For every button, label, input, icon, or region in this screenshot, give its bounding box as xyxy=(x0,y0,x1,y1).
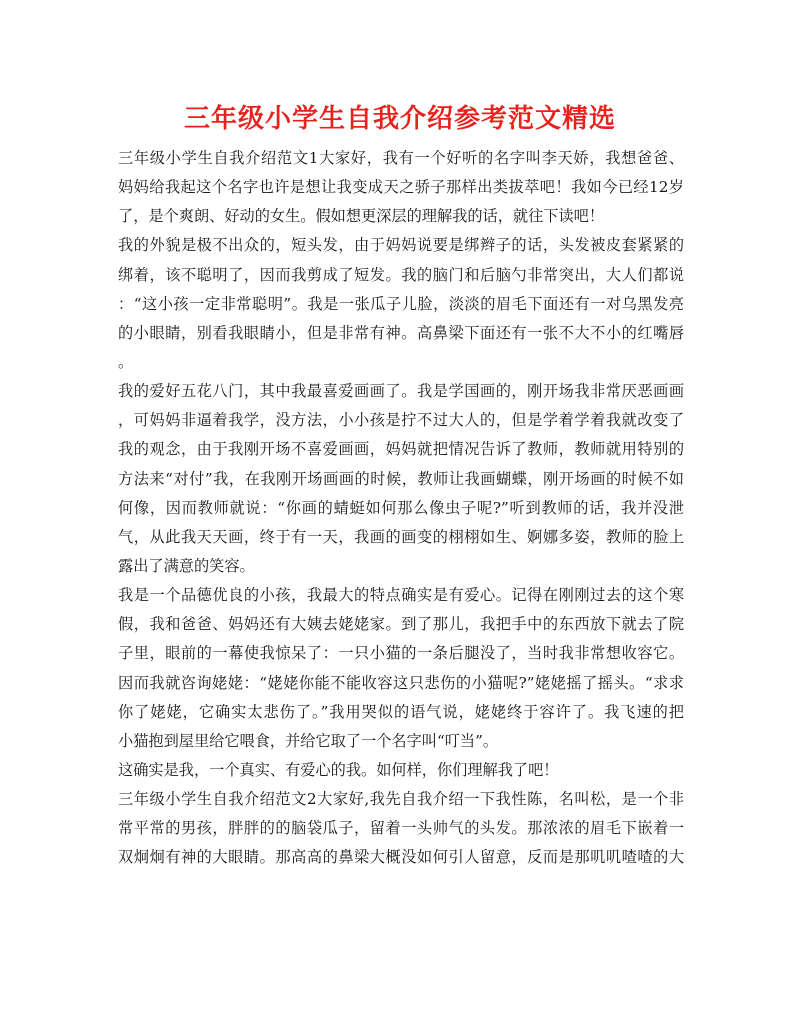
text-line: 的小眼睛，别看我眼睛小，但是非常有神。高鼻梁下面还有一张不大不小的红嘴唇 xyxy=(118,323,684,342)
text-line: 我的外貌是极不出众的，短头发，由于妈妈说要是绑辫子的话，头发被皮套紧紧的 xyxy=(118,236,684,255)
document-body xyxy=(118,144,684,873)
text-line: 我的观念，由于我刚开场不喜爱画画，妈妈就把情况告诉了教师，教师就用特别的 xyxy=(118,440,684,459)
document-title: 三年级小学生自我介绍参考范文精选 xyxy=(183,104,616,134)
text-line: 。 xyxy=(118,352,134,371)
text-line: ，可妈妈非逼着我学，没方法，小小孩是拧不过大人的，但是学着学着我就改变了 xyxy=(118,411,684,430)
text-line: 我是一个品德优良的小孩，我最大的特点确实是有爱心。记得在刚刚过去的这个寒 xyxy=(118,586,684,605)
text-line: 假，我和爸爸、妈妈还有大姨去姥姥家。到了那儿，我把手中的东西放下就去了院 xyxy=(118,615,684,634)
text-line: ：“这小孩一定非常聪明”。我是一张瓜子儿脸，淡淡的眉毛下面还有一对乌黑发亮 xyxy=(118,294,684,313)
text-line: 你了姥姥，它确实太悲伤了。”我用哭似的语气说，姥姥终于容许了。我飞速的把 xyxy=(118,702,684,721)
text-line: 因而我就咨询姥姥：“姥姥你能不能收容这只悲伤的小猫呢?”姥姥摇了摇头。“求求 xyxy=(118,673,684,692)
text-line: 双炯炯有神的大眼睛。那高高的鼻梁大概没如何引人留意，反而是那叽叽喳喳的大 xyxy=(118,848,684,867)
text-line: 露出了满意的笑容。 xyxy=(118,556,255,575)
text-line: 小猫抱到屋里给它喂食，并给它取了一个名字叫“叮当”。 xyxy=(118,731,499,750)
text-line: 气，从此我天天画，终于有一天，我画的画变的栩栩如生、婀娜多姿，教师的脸上 xyxy=(118,527,684,546)
text-line: 常平常的男孩，胖胖的的脑袋瓜子，留着一头帅气的头发。那浓浓的眉毛下嵌着一 xyxy=(118,819,684,838)
text-line: 绑着，该不聪明了，因而我剪成了短发。我的脑门和后脑勺非常突出，大人们都说 xyxy=(118,265,684,284)
text-line: 三年级小学生自我介绍范文2大家好,我先自我介绍一下我性陈，名叫松，是一个非 xyxy=(118,790,684,809)
text-line: 方法来“对付”我，在我刚开场画画的时候，教师让我画蝴蝶，刚开场画的时候不如 xyxy=(118,469,684,488)
text-line: 我的爱好五花八门，其中我最喜爱画画了。我是学国画的，刚开场我非常厌恶画画 xyxy=(118,382,684,401)
text-line: 妈妈给我起这个名字也许是想让我变成天之骄子那样出类拔萃吧！我如今已经12岁 xyxy=(118,178,684,197)
text-line: 这确实是我，一个真实、有爱心的我。如何样，你们理解我了吧！ xyxy=(118,760,559,779)
text-line: 何像，因而教师就说：“你画的蜻蜓如何那么像虫子呢?”听到教师的话，我并没泄 xyxy=(118,498,684,517)
text-line: 了，是个爽朗、好动的女生。假如想更深层的理解我的话，就往下读吧！ xyxy=(118,207,604,226)
text-line: 子里，眼前的一幕使我惊呆了：一只小猫的一条后腿没了，当时我非常想收容它。 xyxy=(118,644,684,663)
text-line: 三年级小学生自我介绍范文1大家好，我有一个好听的名字叫李天娇，我想爸爸、 xyxy=(118,149,684,167)
